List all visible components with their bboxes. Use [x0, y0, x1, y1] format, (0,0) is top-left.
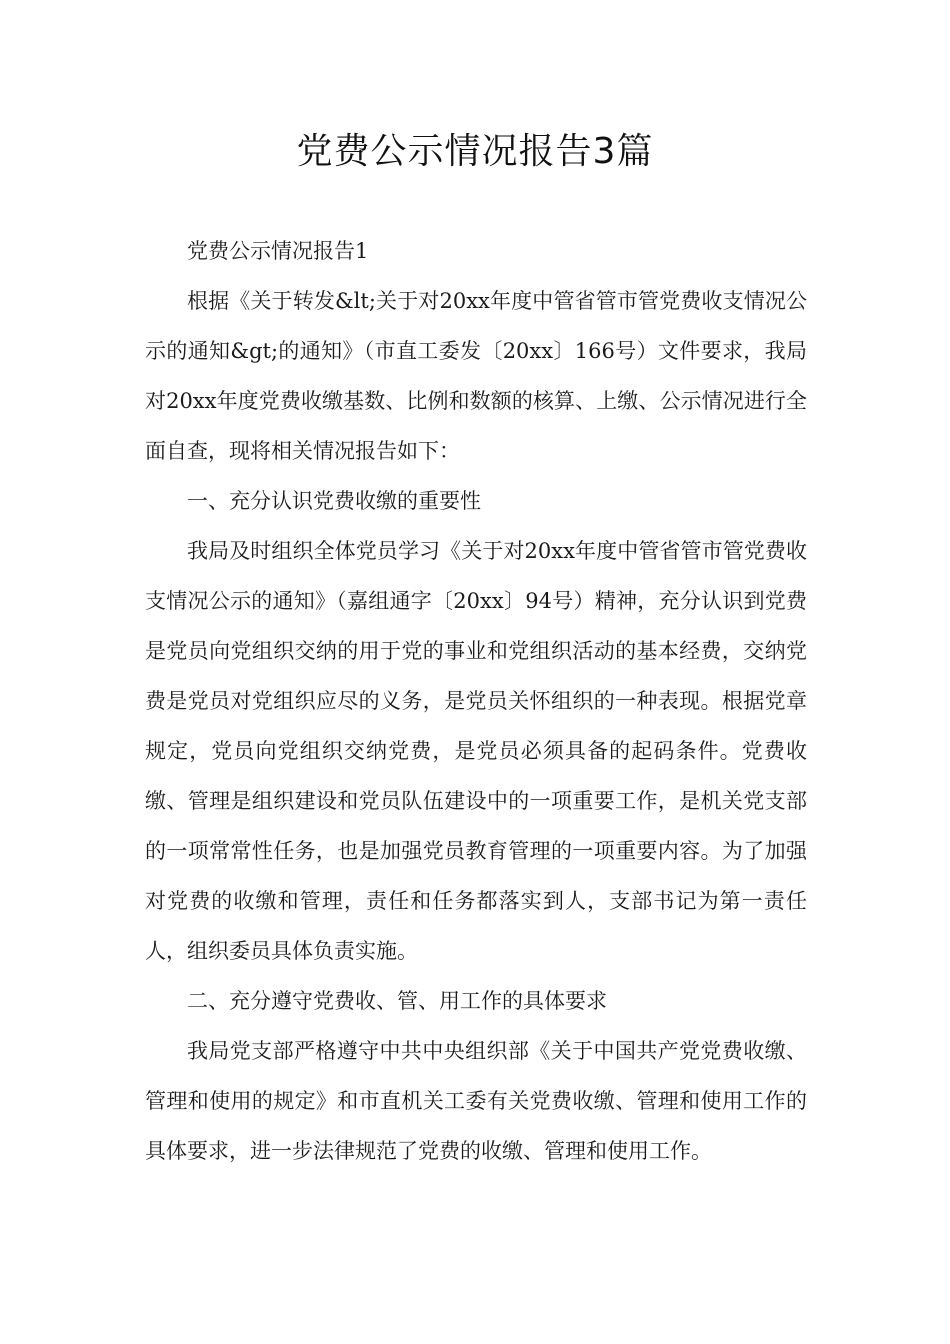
- section-heading-report-1: 党费公示情况报告1: [187, 239, 369, 263]
- document-title: 党费公示情况报告3篇: [296, 131, 654, 172]
- intro-paragraph: 根据《关于转发&lt;关于对20xx年度中管省管市管党费收支情况公示的通知&gt;的通知》（市直工委发〔20xx〕166号）文件要求，我局对20xx年度党费收缴基数、比例和数额的核算、上缴、公示情况进行全面自查，现将相关情况报告如下：: [145, 289, 807, 463]
- section-heading-2: 二、充分遵守党费收、管、用工作的具体要求: [187, 989, 607, 1013]
- body-paragraph: 我局及时组织全体党员学习《关于对20xx年度中管省管市管党费收支情况公示的通知》（嘉组通字〔20xx〕94号）精神，充分认识到党费是党员向党组织交纳的用于党的事业和党组织活动的基本经费，交纳党费是党员对党组织应尽的义务，是党员关怀组织的一种表现。根据党章规定，党员向党组织交纳党费，是党员必须具备的起码条件。党费收缴、管理是组织建设和党员队伍建设中的一项重要工作，是机关党支部的一项常常性任务，也是加强党员教育管理的一项重要内容。为了加强对党费的收缴和管理，责任和任务都落实到人，支部书记为第一责任人，组织委员具体负责实施。: [145, 539, 807, 963]
- section-heading-1: 一、充分认识党费收缴的重要性: [187, 489, 481, 513]
- document-body: [145, 226, 807, 1176]
- body-paragraph: 我局党支部严格遵守中共中央组织部《关于中国共产党党费收缴、管理和使用的规定》和市直机关工委有关党费收缴、管理和使用工作的具体要求，进一步法律规范了党费的收缴、管理和使用工作。: [145, 1039, 807, 1163]
